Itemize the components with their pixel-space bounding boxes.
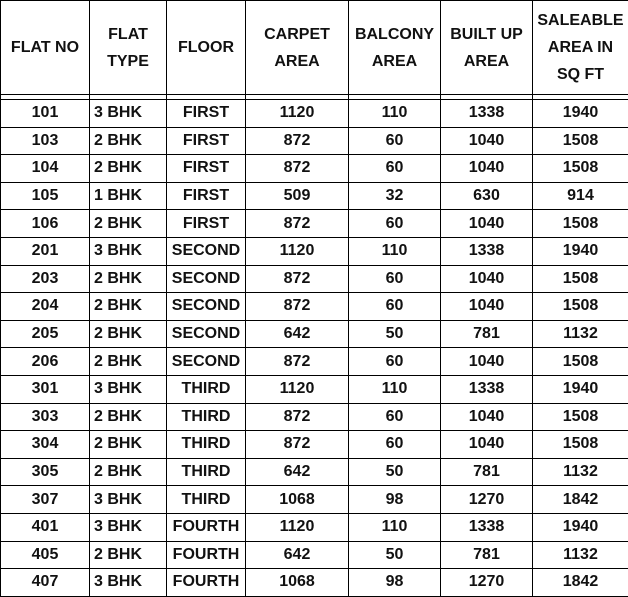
- floor-cell: FOURTH: [167, 569, 246, 597]
- saleable-area-cell: 1842: [533, 569, 628, 597]
- header-text-line: TYPE: [90, 48, 166, 75]
- header-flat-no: [1, 1, 90, 95]
- flat-type-cell: 2 BHK: [90, 348, 167, 376]
- built-up-area-cell: 1338: [441, 237, 533, 265]
- saleable-area-cell: 1508: [533, 127, 628, 155]
- table-row: [1, 127, 628, 155]
- header-floor: [167, 1, 246, 95]
- flat-no-cell: 301: [1, 375, 90, 403]
- header-text-line: BALCONY: [349, 21, 440, 48]
- floor-cell: SECOND: [167, 265, 246, 293]
- carpet-area-cell: 872: [246, 403, 349, 431]
- built-up-area-cell: 1338: [441, 100, 533, 128]
- flat-type-cell: 2 BHK: [90, 210, 167, 238]
- flat-no-cell: 205: [1, 320, 90, 348]
- flat-type-cell: 2 BHK: [90, 458, 167, 486]
- carpet-area-cell: 642: [246, 320, 349, 348]
- header-text-line: SQ FT: [533, 61, 628, 88]
- flat-type-cell: 2 BHK: [90, 320, 167, 348]
- saleable-area-cell: 1508: [533, 348, 628, 376]
- header-text-line: FLAT: [90, 21, 166, 48]
- table-body: [1, 100, 628, 597]
- carpet-area-cell: 1120: [246, 237, 349, 265]
- table-row: [1, 375, 628, 403]
- flat-no-cell: 103: [1, 127, 90, 155]
- flat-type-cell: 3 BHK: [90, 100, 167, 128]
- header-text-line: SALEABLE: [533, 7, 628, 34]
- balcony-area-cell: 60: [349, 348, 441, 376]
- flat-type-cell: 3 BHK: [90, 486, 167, 514]
- built-up-area-cell: 1338: [441, 513, 533, 541]
- flat-no-cell: 405: [1, 541, 90, 569]
- floor-cell: FOURTH: [167, 541, 246, 569]
- balcony-area-cell: 110: [349, 513, 441, 541]
- table-row: [1, 348, 628, 376]
- balcony-area-cell: 60: [349, 403, 441, 431]
- saleable-area-cell: 1508: [533, 155, 628, 183]
- flat-no-cell: 304: [1, 431, 90, 459]
- header-text-line: AREA: [349, 48, 440, 75]
- flat-no-cell: 407: [1, 569, 90, 597]
- built-up-area-cell: 781: [441, 541, 533, 569]
- carpet-area-cell: 872: [246, 127, 349, 155]
- header-text-line: BUILT UP: [441, 21, 532, 48]
- table-row: [1, 155, 628, 183]
- built-up-area-cell: 630: [441, 182, 533, 210]
- saleable-area-cell: 1132: [533, 320, 628, 348]
- balcony-area-cell: 60: [349, 210, 441, 238]
- balcony-area-cell: 110: [349, 237, 441, 265]
- flat-no-cell: 204: [1, 293, 90, 321]
- flat-type-cell: 3 BHK: [90, 569, 167, 597]
- flat-no-cell: 303: [1, 403, 90, 431]
- header-text-line: FLOOR: [167, 34, 245, 61]
- carpet-area-cell: 1120: [246, 375, 349, 403]
- saleable-area-cell: 1508: [533, 265, 628, 293]
- saleable-area-cell: 1940: [533, 100, 628, 128]
- header-text-line: AREA IN: [533, 34, 628, 61]
- balcony-area-cell: 50: [349, 541, 441, 569]
- table-row: [1, 431, 628, 459]
- floor-cell: THIRD: [167, 486, 246, 514]
- floor-cell: THIRD: [167, 458, 246, 486]
- header-text-line: AREA: [246, 48, 348, 75]
- saleable-area-cell: 1132: [533, 458, 628, 486]
- built-up-area-cell: 1338: [441, 375, 533, 403]
- table-row: [1, 458, 628, 486]
- flat-no-cell: 105: [1, 182, 90, 210]
- built-up-area-cell: 1040: [441, 431, 533, 459]
- saleable-area-cell: 1940: [533, 513, 628, 541]
- carpet-area-cell: 1068: [246, 569, 349, 597]
- table-row: [1, 486, 628, 514]
- carpet-area-cell: 1068: [246, 486, 349, 514]
- carpet-area-cell: 1120: [246, 100, 349, 128]
- header-balcony-area: [349, 1, 441, 95]
- balcony-area-cell: 98: [349, 569, 441, 597]
- saleable-area-cell: 914: [533, 182, 628, 210]
- header-row: [1, 1, 628, 95]
- built-up-area-cell: 1040: [441, 210, 533, 238]
- header-saleable-area: [533, 1, 628, 95]
- flat-type-cell: 2 BHK: [90, 127, 167, 155]
- table-row: [1, 320, 628, 348]
- flat-no-cell: 201: [1, 237, 90, 265]
- flat-type-cell: 2 BHK: [90, 431, 167, 459]
- saleable-area-cell: 1508: [533, 293, 628, 321]
- saleable-area-cell: 1132: [533, 541, 628, 569]
- carpet-area-cell: 509: [246, 182, 349, 210]
- carpet-area-cell: 872: [246, 265, 349, 293]
- balcony-area-cell: 60: [349, 155, 441, 183]
- table-header: [1, 1, 628, 95]
- flat-type-cell: 2 BHK: [90, 155, 167, 183]
- balcony-area-cell: 50: [349, 458, 441, 486]
- balcony-area-cell: 110: [349, 375, 441, 403]
- table-row: [1, 100, 628, 128]
- floor-cell: SECOND: [167, 237, 246, 265]
- carpet-area-cell: 872: [246, 293, 349, 321]
- flat-no-cell: 307: [1, 486, 90, 514]
- flat-type-cell: 2 BHK: [90, 403, 167, 431]
- built-up-area-cell: 1040: [441, 127, 533, 155]
- table-row: [1, 210, 628, 238]
- saleable-area-cell: 1508: [533, 210, 628, 238]
- balcony-area-cell: 60: [349, 265, 441, 293]
- balcony-area-cell: 60: [349, 127, 441, 155]
- header-text-line: FLAT NO: [1, 34, 89, 61]
- flat-no-cell: 206: [1, 348, 90, 376]
- built-up-area-cell: 1040: [441, 403, 533, 431]
- flat-type-cell: 2 BHK: [90, 265, 167, 293]
- header-text-line: CARPET: [246, 21, 348, 48]
- flat-type-cell: 3 BHK: [90, 375, 167, 403]
- floor-cell: FIRST: [167, 127, 246, 155]
- carpet-area-cell: 872: [246, 431, 349, 459]
- floor-cell: THIRD: [167, 403, 246, 431]
- flat-no-cell: 106: [1, 210, 90, 238]
- flat-type-cell: 2 BHK: [90, 541, 167, 569]
- built-up-area-cell: 1040: [441, 293, 533, 321]
- floor-cell: FOURTH: [167, 513, 246, 541]
- flat-no-cell: 101: [1, 100, 90, 128]
- table-row: [1, 541, 628, 569]
- floor-cell: FIRST: [167, 210, 246, 238]
- floor-cell: SECOND: [167, 320, 246, 348]
- carpet-area-cell: 642: [246, 541, 349, 569]
- table-row: [1, 569, 628, 597]
- built-up-area-cell: 1040: [441, 155, 533, 183]
- saleable-area-cell: 1842: [533, 486, 628, 514]
- carpet-area-cell: 872: [246, 155, 349, 183]
- header-built-up-area: [441, 1, 533, 95]
- balcony-area-cell: 110: [349, 100, 441, 128]
- carpet-area-cell: 642: [246, 458, 349, 486]
- built-up-area-cell: 1270: [441, 486, 533, 514]
- balcony-area-cell: 50: [349, 320, 441, 348]
- saleable-area-cell: 1940: [533, 375, 628, 403]
- carpet-area-cell: 872: [246, 348, 349, 376]
- carpet-area-cell: 1120: [246, 513, 349, 541]
- table-row: [1, 293, 628, 321]
- flat-type-cell: 3 BHK: [90, 513, 167, 541]
- balcony-area-cell: 60: [349, 293, 441, 321]
- floor-cell: FIRST: [167, 155, 246, 183]
- floor-cell: THIRD: [167, 375, 246, 403]
- balcony-area-cell: 32: [349, 182, 441, 210]
- flat-type-cell: 2 BHK: [90, 293, 167, 321]
- table-row: [1, 403, 628, 431]
- flat-no-cell: 203: [1, 265, 90, 293]
- built-up-area-cell: 781: [441, 458, 533, 486]
- table-row: [1, 182, 628, 210]
- header-flat-type: [90, 1, 167, 95]
- built-up-area-cell: 1270: [441, 569, 533, 597]
- carpet-area-cell: 872: [246, 210, 349, 238]
- header-carpet-area: [246, 1, 349, 95]
- flat-no-cell: 401: [1, 513, 90, 541]
- table-row: [1, 237, 628, 265]
- table-row: [1, 513, 628, 541]
- built-up-area-cell: 1040: [441, 265, 533, 293]
- saleable-area-cell: 1940: [533, 237, 628, 265]
- header-text-line: AREA: [441, 48, 532, 75]
- flat-no-cell: 305: [1, 458, 90, 486]
- saleable-area-cell: 1508: [533, 431, 628, 459]
- floor-cell: FIRST: [167, 182, 246, 210]
- balcony-area-cell: 60: [349, 431, 441, 459]
- table-row: [1, 265, 628, 293]
- flat-type-cell: 3 BHK: [90, 237, 167, 265]
- floor-cell: SECOND: [167, 348, 246, 376]
- built-up-area-cell: 781: [441, 320, 533, 348]
- built-up-area-cell: 1040: [441, 348, 533, 376]
- flat-no-cell: 104: [1, 155, 90, 183]
- floor-cell: SECOND: [167, 293, 246, 321]
- balcony-area-cell: 98: [349, 486, 441, 514]
- flat-type-cell: 1 BHK: [90, 182, 167, 210]
- floor-cell: THIRD: [167, 431, 246, 459]
- saleable-area-cell: 1508: [533, 403, 628, 431]
- floor-cell: FIRST: [167, 100, 246, 128]
